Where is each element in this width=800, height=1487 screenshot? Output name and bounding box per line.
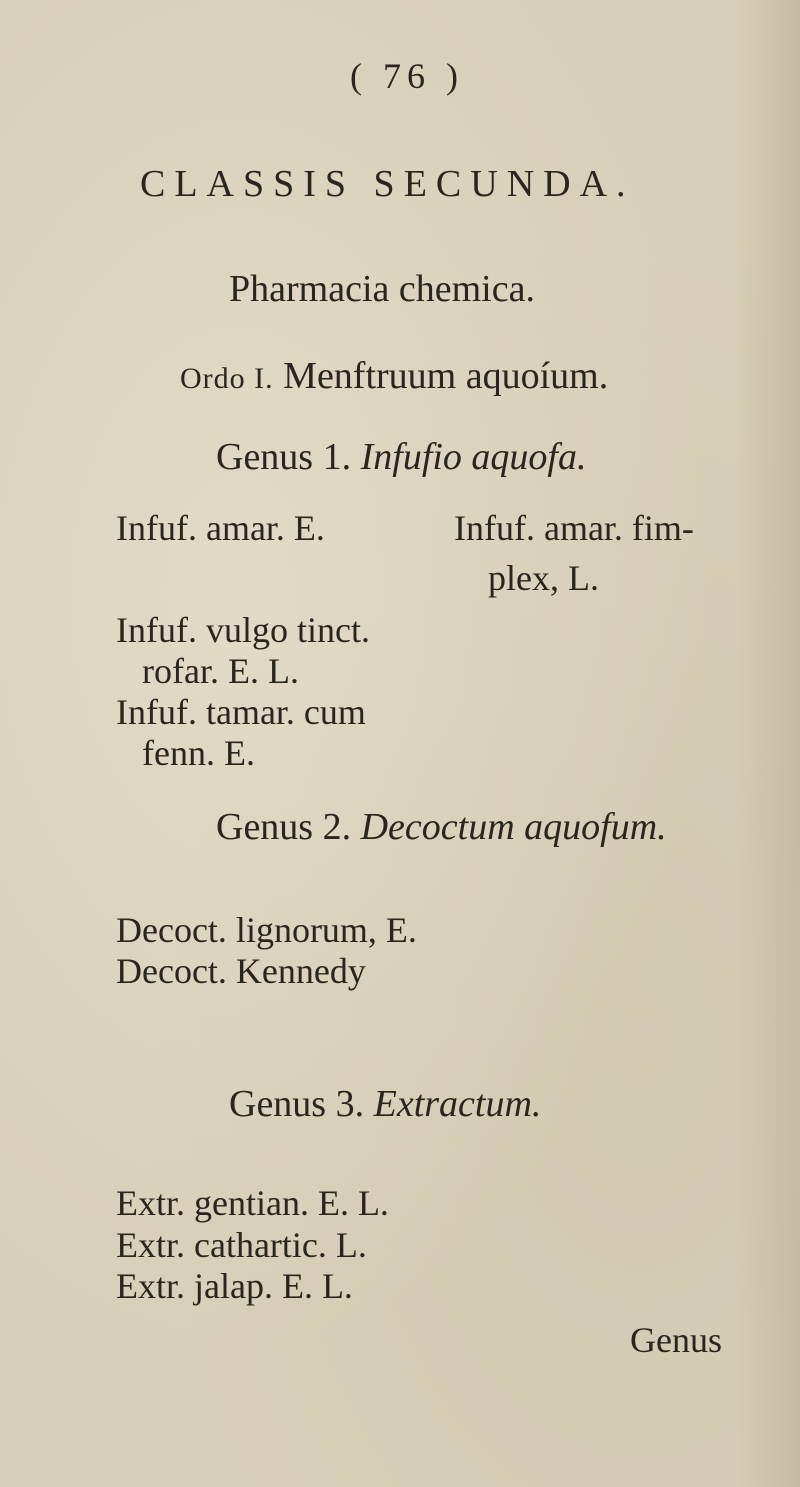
genus-2-entry-1: Decoct. lignorum, E. [116,910,417,950]
genus-3-label: Genus 3. [229,1083,365,1125]
genus-1-left-entry-1: Infuf. amar. E. [116,508,325,548]
genus-1-left-entry-2: Infuf. vulgo tinct. [116,610,370,650]
section-subtitle: Pharmacia chemica. [229,268,535,310]
genus-1-left-entry-4: Infuf. tamar. cum [116,692,366,732]
genus-3-entry-3: Extr. jalap. E. L. [116,1266,353,1306]
genus-1-left-entry-5: fenn. E. [142,733,255,773]
genus-2-entry-2: Decoct. Kennedy [116,951,366,991]
ordo-text: Menftruum aquoíum. [283,355,609,397]
genus-1-name: Infufio aquofa. [360,436,587,478]
class-title: CLASSIS SECUNDA. [140,163,635,205]
genus-1-heading [216,438,587,476]
catchword: Genus [630,1320,722,1360]
genus-2-heading [216,808,667,846]
page-number: ( 76 ) [350,56,464,96]
genus-1-right-entry-1: Infuf. amar. fim- [454,508,694,548]
ordo-label: Ordo I. [180,362,274,395]
genus-2-name: Decoctum aquofum. [360,806,667,848]
genus-1-left-entry-3: rofar. E. L. [142,651,299,691]
genus-3-name: Extractum. [373,1083,542,1125]
genus-1-right-entry-2: plex, L. [488,558,599,598]
ordo-heading [180,357,608,395]
genus-3-entry-2: Extr. cathartic. L. [116,1225,367,1265]
genus-3-heading [229,1085,541,1123]
genus-1-label: Genus 1. [216,436,352,478]
genus-2-label: Genus 2. [216,806,352,848]
genus-3-entry-1: Extr. gentian. E. L. [116,1183,389,1223]
